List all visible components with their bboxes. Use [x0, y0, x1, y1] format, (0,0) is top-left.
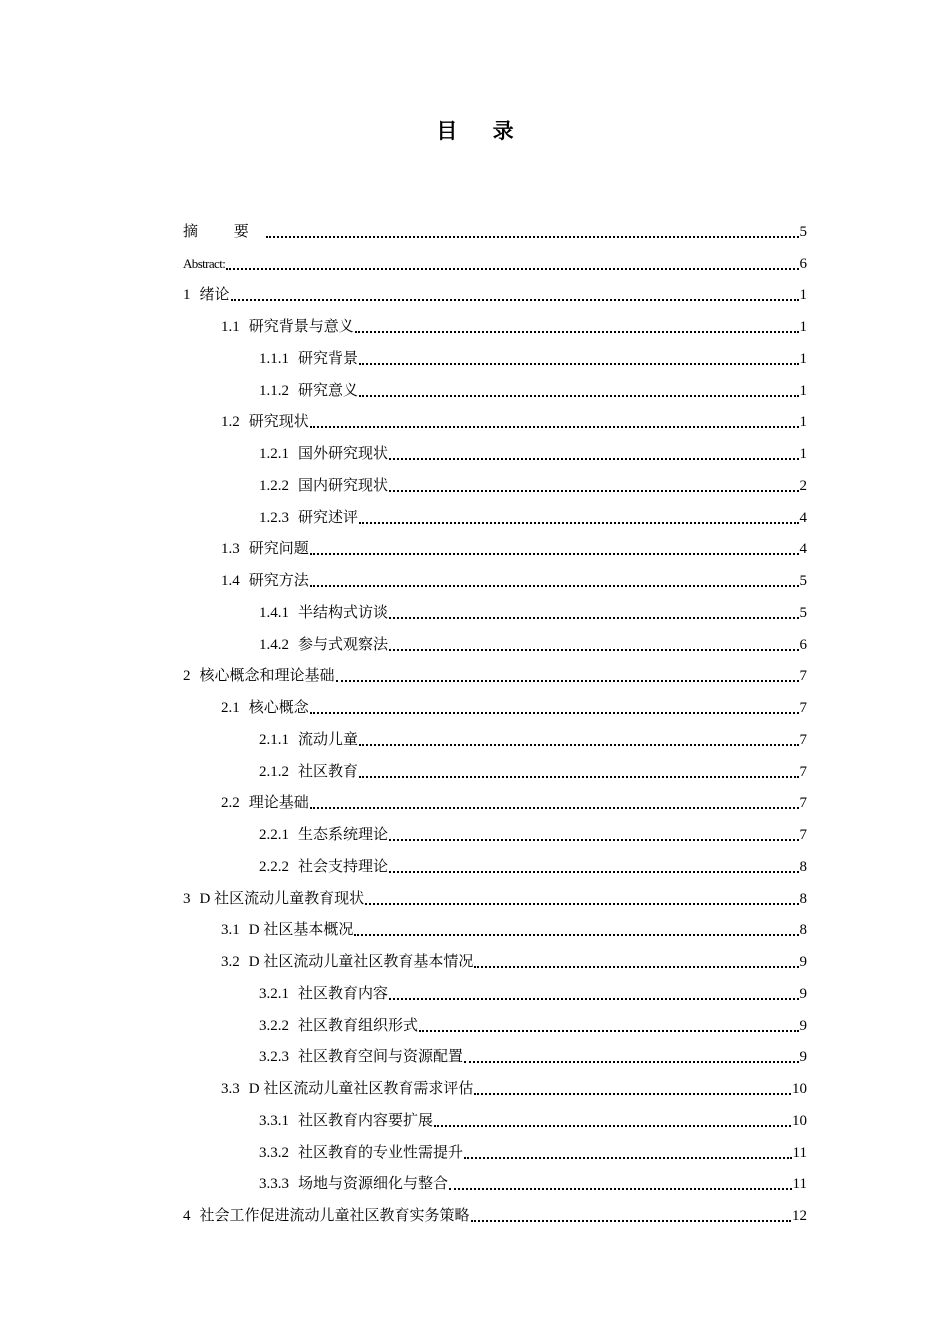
toc-entry[interactable] — [183, 591, 807, 623]
toc-entry[interactable] — [183, 909, 807, 941]
toc-entry-number: 1.4.2 — [259, 636, 289, 653]
dot-leader — [434, 1115, 791, 1127]
toc-entry[interactable] — [183, 845, 807, 877]
toc-entry-title: 研究背景与意义 — [248, 319, 354, 335]
toc-entry[interactable] — [183, 274, 807, 306]
toc-entry-title: D 社区流动儿童社区教育需求评估 — [248, 1081, 474, 1097]
toc-entry-number: 3.2.2 — [259, 1017, 289, 1034]
toc-entry-title: 流动儿童 — [298, 731, 359, 748]
toc-entry-page-number: 10 — [792, 1081, 807, 1097]
dot-leader — [359, 512, 798, 524]
toc-entry-title: 社会支持理论 — [298, 858, 389, 875]
dot-leader — [389, 639, 798, 651]
toc-entry-page-number: 9 — [799, 1017, 807, 1034]
toc-entry-number: 2.1.2 — [259, 763, 289, 780]
toc-entry[interactable] — [183, 1036, 807, 1068]
dot-leader — [310, 575, 799, 587]
toc-entry[interactable] — [183, 940, 807, 972]
toc-entry-page-number: 8 — [799, 922, 807, 939]
toc-entry-page-number: 7 — [799, 700, 807, 716]
toc-entry-number: 2.2.1 — [259, 827, 289, 843]
toc-entry-number: 2.2.2 — [259, 858, 289, 875]
toc-entry[interactable] — [183, 782, 807, 814]
toc-entry-page-number: 4 — [799, 541, 807, 558]
toc-entry-title: 研究背景 — [298, 350, 359, 367]
dot-leader — [474, 1083, 791, 1095]
toc-entry-page-number: 9 — [799, 1049, 807, 1066]
toc-entry-number: 3 — [183, 890, 191, 907]
toc-entry-page-number: 6 — [799, 636, 807, 653]
toc-entry-page-number: 9 — [799, 985, 807, 1002]
toc-entry-title: 社区教育组织形式 — [298, 1017, 419, 1034]
toc-list — [183, 210, 807, 1226]
toc-entry-page-number: 10 — [792, 1112, 807, 1129]
toc-entry-page-number: 11 — [792, 1176, 807, 1193]
toc-entry-page-number: 7 — [799, 795, 807, 812]
toc-entry-number: 1.1.2 — [259, 382, 289, 399]
toc-entry-page-number: 2 — [799, 477, 807, 494]
dot-leader — [336, 670, 799, 682]
toc-entry-page-number: 6 — [799, 255, 807, 272]
toc-entry-page-number: 9 — [799, 954, 807, 970]
toc-entry[interactable] — [183, 813, 807, 845]
dot-leader — [471, 1210, 791, 1222]
dot-leader — [359, 353, 798, 365]
toc-entry[interactable] — [183, 528, 807, 560]
toc-entry[interactable] — [183, 718, 807, 750]
toc-entry[interactable] — [183, 686, 807, 718]
toc-entry-page-number: 8 — [799, 890, 807, 907]
dot-leader — [310, 702, 799, 714]
dot-leader — [354, 924, 798, 936]
toc-entry-title: D 社区基本概况 — [248, 922, 354, 939]
toc-entry-title: 社区教育空间与资源配置 — [298, 1049, 464, 1066]
dot-leader — [419, 1020, 798, 1032]
toc-entry-title: 研究意义 — [298, 382, 359, 399]
toc-entry-number: 2.1.1 — [259, 731, 289, 748]
toc-entry-number: 1.2.1 — [259, 446, 289, 462]
toc-entry-title: 场地与资源细化与整合 — [298, 1176, 449, 1193]
toc-entry[interactable] — [183, 369, 807, 401]
dot-leader — [359, 734, 798, 746]
toc-entry[interactable] — [183, 401, 807, 433]
toc-entry-title: 研究问题 — [248, 541, 309, 558]
toc-entry[interactable] — [183, 1131, 807, 1163]
toc-entry[interactable] — [183, 877, 807, 909]
toc-entry-title: 社区教育的专业性需提升 — [298, 1144, 464, 1161]
dot-leader — [310, 543, 799, 555]
toc-entry-title: 理论基础 — [248, 795, 309, 812]
toc-entry-page-number: 1 — [799, 414, 807, 431]
toc-entry-page-number: 8 — [799, 858, 807, 875]
dot-leader — [355, 321, 799, 333]
toc-entry-number: 3.3 — [221, 1081, 240, 1097]
toc-entry-number: 3.3.2 — [259, 1144, 289, 1161]
dot-leader — [226, 258, 798, 270]
toc-entry-title: 社区教育内容要扩展 — [298, 1112, 434, 1129]
toc-entry[interactable] — [183, 337, 807, 369]
toc-entry[interactable] — [183, 559, 807, 591]
toc-entry[interactable] — [183, 464, 807, 496]
dot-leader — [449, 1178, 792, 1190]
toc-entry-page-number: 5 — [799, 573, 807, 589]
toc-entry-number: 2.1 — [221, 700, 240, 716]
toc-entry-page-number: 1 — [799, 350, 807, 367]
toc-entry-number: 3.1 — [221, 922, 240, 939]
toc-entry-title: 研究述评 — [298, 509, 359, 526]
dot-leader — [266, 226, 799, 238]
toc-entry[interactable] — [183, 1067, 807, 1099]
toc-entry-number: 2 — [183, 668, 191, 685]
toc-entry-number: 1.2.2 — [259, 477, 289, 494]
dot-leader — [474, 956, 798, 968]
toc-entry[interactable] — [183, 496, 807, 528]
dot-leader — [464, 1051, 798, 1063]
toc-entry-page-number: 12 — [792, 1208, 807, 1224]
toc-entry-title: 绪论 — [199, 287, 230, 304]
toc-entry-title: 半结构式访谈 — [298, 604, 389, 621]
dot-leader — [365, 893, 798, 905]
toc-entry-page-number: 7 — [799, 668, 807, 685]
toc-entry[interactable] — [183, 242, 807, 274]
toc-entry-number: 3.2 — [221, 954, 240, 970]
dot-leader — [310, 416, 799, 428]
toc-entry-page-number: 5 — [799, 604, 807, 621]
dot-leader — [359, 766, 798, 778]
toc-entry-title: 摘 要 — [183, 223, 265, 240]
dot-leader — [231, 289, 799, 301]
toc-entry-page-number: 1 — [799, 382, 807, 399]
toc-entry-number: 1.3 — [221, 541, 240, 558]
toc-entry-number: 1.4 — [221, 573, 240, 589]
toc-entry-page-number: 7 — [799, 827, 807, 843]
toc-entry-page-number: 11 — [792, 1144, 807, 1161]
toc-entry-number: 4 — [183, 1208, 191, 1224]
toc-entry-title: 核心概念 — [248, 700, 309, 716]
toc-entry-number: 3.2.1 — [259, 985, 289, 1002]
toc-entry-number: 1.2.3 — [259, 509, 289, 526]
toc-entry[interactable] — [183, 623, 807, 655]
toc-entry[interactable] — [183, 655, 807, 687]
toc-entry-title: 研究现状 — [248, 414, 309, 431]
dot-leader — [310, 797, 799, 809]
toc-entry-title: 国外研究现状 — [298, 446, 389, 462]
toc-entry-page-number: 7 — [799, 763, 807, 780]
dot-leader — [359, 385, 798, 397]
toc-entry[interactable] — [183, 210, 807, 242]
toc-entry-page-number: 1 — [799, 287, 807, 304]
toc-entry[interactable] — [183, 1194, 807, 1226]
dot-leader — [389, 861, 798, 873]
toc-entry-title: D 社区流动儿童教育现状 — [199, 890, 365, 907]
toc-entry-number: 1.2 — [221, 414, 240, 431]
toc-entry-page-number: 1 — [799, 446, 807, 462]
toc-entry-number: 3.3.1 — [259, 1112, 289, 1129]
toc-entry[interactable] — [183, 972, 807, 1004]
page-title: 目 录 — [436, 119, 528, 143]
toc-entry-title: 研究方法 — [248, 573, 309, 589]
toc-entry-page-number: 5 — [799, 223, 807, 240]
toc-entry-title: D 社区流动儿童社区教育基本情况 — [248, 954, 474, 970]
toc-entry-number: 1.4.1 — [259, 604, 289, 621]
toc-entry[interactable] — [183, 1163, 807, 1195]
dot-leader — [389, 988, 798, 1000]
toc-entry[interactable] — [183, 305, 807, 337]
toc-entry-page-number: 4 — [799, 509, 807, 526]
dot-leader — [389, 607, 798, 619]
toc-entry-title: 社会工作促进流动儿童社区教育实务策略 — [199, 1208, 470, 1224]
toc-entry-number: 2.2 — [221, 795, 240, 812]
toc-entry-number: 1.1 — [221, 319, 240, 335]
toc-entry[interactable] — [183, 432, 807, 464]
toc-entry-number: 3.3.3 — [259, 1176, 289, 1193]
dot-leader — [389, 480, 798, 492]
toc-entry-number: 1 — [183, 287, 191, 304]
dot-leader — [389, 829, 798, 841]
toc-entry-page-number: 7 — [799, 731, 807, 748]
toc-entry-title: 社区教育内容 — [298, 985, 389, 1002]
dot-leader — [389, 448, 798, 460]
toc-entry[interactable] — [183, 750, 807, 782]
toc-entry-title: 参与式观察法 — [298, 636, 389, 653]
toc-entry[interactable] — [183, 1004, 807, 1036]
toc-entry-title: 生态系统理论 — [298, 827, 389, 843]
toc-entry-number: 3.2.3 — [259, 1049, 289, 1066]
toc-entry-number: 1.1.1 — [259, 350, 289, 367]
toc-entry[interactable] — [183, 1099, 807, 1131]
dot-leader — [464, 1147, 792, 1159]
toc-entry-title: 国内研究现状 — [298, 477, 389, 494]
toc-entry-page-number: 1 — [799, 319, 807, 335]
toc-entry-title: Abstract: — [183, 255, 226, 271]
toc-entry-title: 社区教育 — [298, 763, 359, 780]
toc-entry-title: 核心概念和理论基础 — [199, 668, 335, 685]
